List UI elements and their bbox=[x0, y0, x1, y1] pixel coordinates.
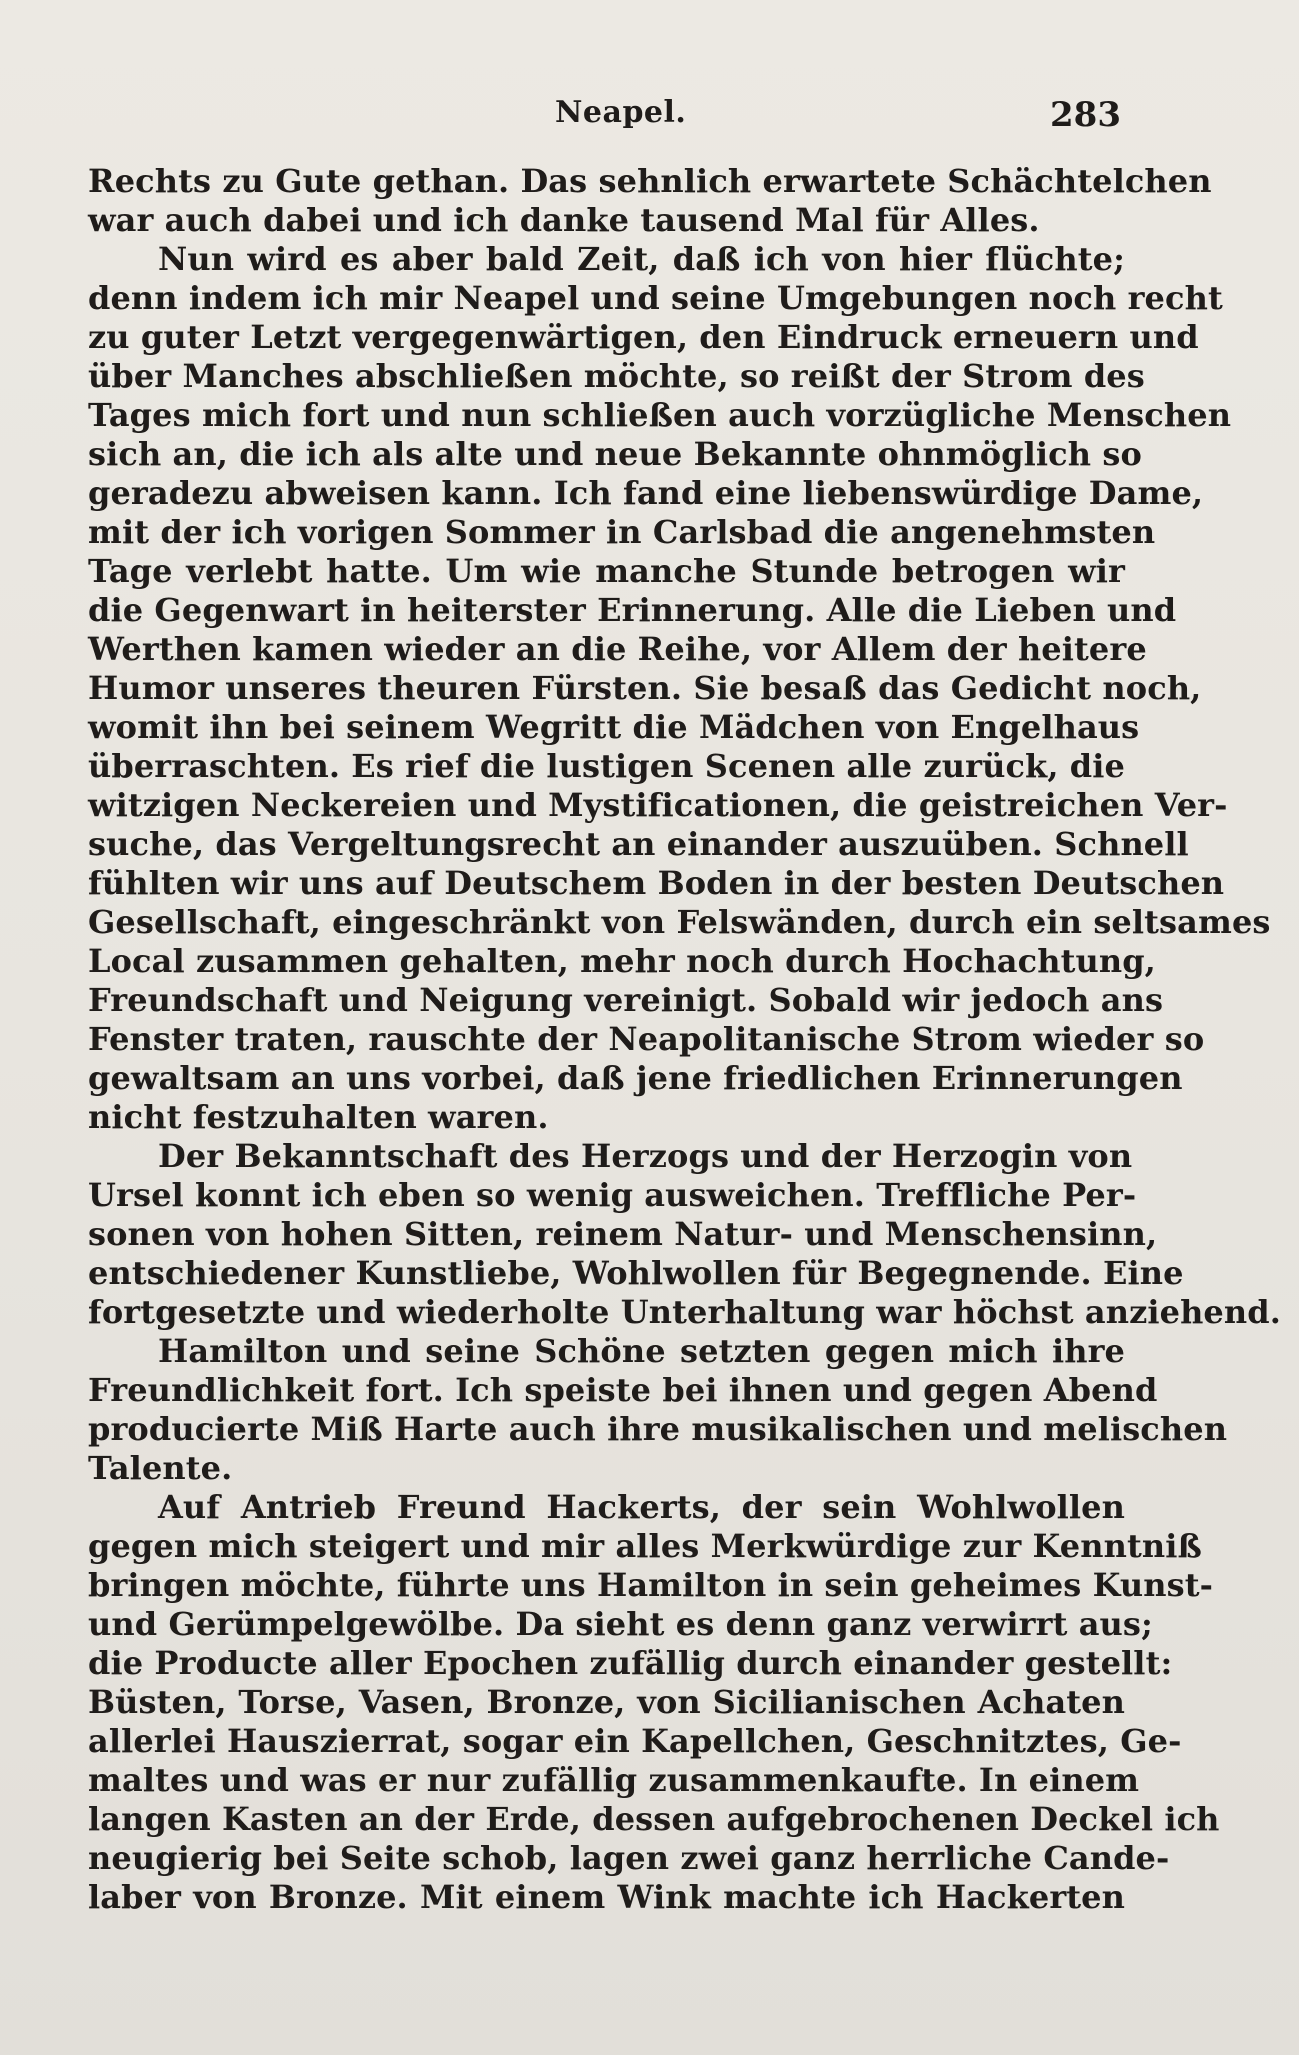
text-line: die Producte aller Epochen zufällig durch einander gestellt: bbox=[88, 1644, 1173, 1682]
text-line: Local zusammen gehalten, mehr noch durch Hochachtung, bbox=[88, 942, 1156, 980]
text-line: Freundschaft und Neigung vereinigt. Sobald wir jedoch ans bbox=[88, 981, 1164, 1019]
text-line: Humor unseres theuren Fürsten. Sie besaß das Gedicht noch, bbox=[88, 669, 1202, 707]
text-line: sonen von hohen Sitten, reinem Natur- und Menschensinn, bbox=[88, 1215, 1158, 1253]
text-line: suche, das Vergeltungsrecht an einander auszuüben. Schnell bbox=[88, 825, 1189, 863]
text-line: überraschten. Es rief die lustigen Scenen alle zurück, die bbox=[88, 747, 1126, 785]
text-line: Auf Antrieb Freund Hackerts, der sein Wohlwollen bbox=[158, 1488, 1125, 1526]
running-title: Neapel. bbox=[555, 95, 687, 130]
text-line: sich an, die ich als alte und neue Bekannte ohnmöglich so bbox=[88, 435, 1142, 473]
text-line: allerlei Hauszierrat, sogar ein Kapellchen, Geschnitztes, Ge- bbox=[88, 1722, 1182, 1760]
text-line: die Gegenwart in heiterster Erinnerung. Alle die Lieben und bbox=[88, 591, 1177, 629]
text-line: fortgesetzte und wiederholte Unterhaltung war höchst anziehend. bbox=[88, 1293, 1281, 1331]
text-line: geradezu abweisen kann. Ich fand eine liebenswürdige Dame, bbox=[88, 474, 1204, 512]
text-line: Fenster traten, rauschte der Neapolitanische Strom wieder so bbox=[88, 1020, 1205, 1058]
text-line: entschiedener Kunstliebe, Wohlwollen für Begegnende. Eine bbox=[88, 1254, 1184, 1292]
text-line: war auch dabei und ich danke tausend Mal für Alles. bbox=[88, 201, 1040, 239]
text-line: fühlten wir uns auf Deutschem Boden in der besten Deutschen bbox=[88, 864, 1225, 902]
text-line: Tages mich fort und nun schließen auch vorzügliche Menschen bbox=[88, 396, 1232, 434]
text-line: Tage verlebt hatte. Um wie manche Stunde betrogen wir bbox=[88, 552, 1125, 590]
text-line: Ursel konnt ich eben so wenig ausweichen. Treffliche Per- bbox=[88, 1176, 1137, 1214]
text-line: bringen möchte, führte uns Hamilton in sein geheimes Kunst- bbox=[88, 1566, 1213, 1604]
page-number: 283 bbox=[1050, 95, 1121, 135]
text-line: Büsten, Torse, Vasen, Bronze, von Sicilianischen Achaten bbox=[88, 1683, 1125, 1721]
text-line: Hamilton und seine Schöne setzten gegen mich ihre bbox=[158, 1332, 1125, 1370]
text-line: Freundlichkeit fort. Ich speiste bei ihnen und gegen Abend bbox=[88, 1371, 1158, 1409]
text-line: laber von Bronze. Mit einem Wink machte ich Hackerten bbox=[88, 1878, 1125, 1916]
running-head bbox=[0, 95, 1299, 145]
text-line: womit ihn bei seinem Wegritt die Mädchen von Engelhaus bbox=[88, 708, 1140, 746]
text-line: Werthen kamen wieder an die Reihe, vor Allem der heitere bbox=[88, 630, 1147, 668]
text-line: Rechts zu Gute gethan. Das sehnlich erwartete Schächtelchen bbox=[88, 162, 1212, 200]
text-line: über Manches abschließen möchte, so reißt der Strom des bbox=[88, 357, 1145, 395]
text-line: nicht festzuhalten waren. bbox=[88, 1098, 549, 1136]
text-line: Gesellschaft, eingeschränkt von Felswänden, durch ein seltsames bbox=[88, 903, 1271, 941]
text-line: gewaltsam an uns vorbei, daß jene friedlichen Erinnerungen bbox=[88, 1059, 1183, 1097]
text-line: Nun wird es aber bald Zeit, daß ich von hier flüchte; bbox=[158, 240, 1125, 278]
text-line: Talente. bbox=[88, 1449, 233, 1487]
text-line: langen Kasten an der Erde, dessen aufgebrochenen Deckel ich bbox=[88, 1800, 1220, 1838]
text-line: und Gerümpelgewölbe. Da sieht es denn ganz verwirrt aus; bbox=[88, 1605, 1153, 1643]
text-line: producierte Miß Harte auch ihre musikalischen und melischen bbox=[88, 1410, 1228, 1448]
text-line: neugierig bei Seite schob, lagen zwei ganz herrliche Cande- bbox=[88, 1839, 1170, 1877]
text-line: gegen mich steigert und mir alles Merkwürdige zur Kenntniß bbox=[88, 1527, 1202, 1565]
text-line: denn indem ich mir Neapel und seine Umgebungen noch recht bbox=[88, 279, 1223, 317]
text-line: maltes und was er nur zufällig zusammenkaufte. In einem bbox=[88, 1761, 1140, 1799]
text-line: zu guter Letzt vergegenwärtigen, den Eindruck erneuern und bbox=[88, 318, 1199, 356]
body-text bbox=[88, 162, 1281, 2042]
text-line: mit der ich vorigen Sommer in Carlsbad die angenehmsten bbox=[88, 513, 1156, 551]
text-line: Der Bekanntschaft des Herzogs und der Herzogin von bbox=[158, 1137, 1133, 1175]
text-line: witzigen Neckereien und Mystificationen, die geistreichen Ver- bbox=[88, 786, 1228, 824]
